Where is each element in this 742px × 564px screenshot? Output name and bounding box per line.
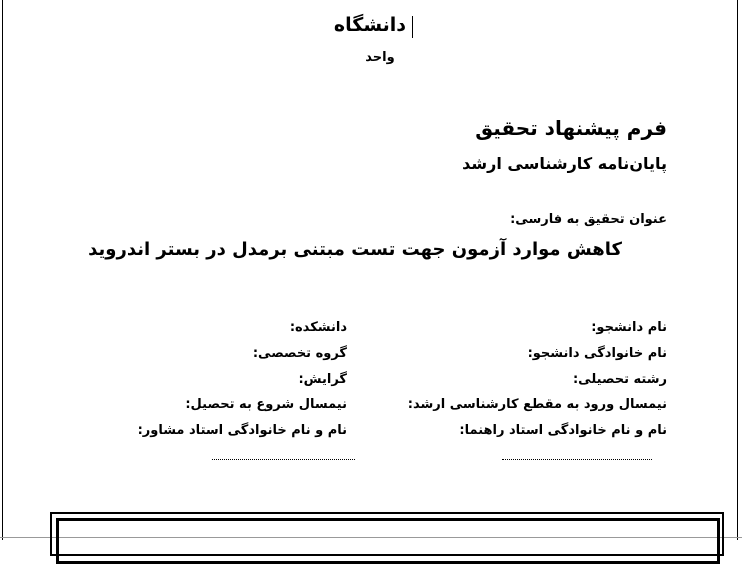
field-specialization: گرایش: [298,372,347,387]
field-advisor: نام و نام خانوادگی استاد مشاور: [137,423,347,438]
field-start-semester: نیمسال شروع به تحصیل: [185,397,347,412]
page-left-border [2,0,3,540]
field-department: گروه تخصصی: [252,346,347,361]
topic-label: عنوان تحقیق به فارسی: [510,212,667,227]
advisor-signature-line [212,459,355,460]
form-subtitle: پایان‌نامه کارشناسی ارشد [462,154,667,173]
supervisor-signature-line [502,459,652,460]
page-right-border [737,0,738,540]
bottom-box-inner-border [56,518,720,564]
branch-label: واحد [365,50,395,65]
field-entry-semester: نیمسال ورود به مقطع کارشناسی ارشد: [407,397,667,412]
field-supervisor: نام و نام خانوادگی استاد راهنما: [459,423,667,438]
field-student-name: نام دانشجو: [591,320,667,335]
field-faculty: دانشکده: [289,320,347,335]
form-title: فرم پیشنهاد تحقیق [475,116,667,140]
text-cursor [412,16,413,38]
university-heading: دانشگاه [333,14,407,36]
topic-value: کاهش موارد آزمون جهت تست مبتنی برمدل در بستر اندروید [88,239,622,260]
field-student-family: نام خانوادگی دانشجو: [527,346,667,361]
field-major: رشته تحصیلی: [572,372,667,387]
